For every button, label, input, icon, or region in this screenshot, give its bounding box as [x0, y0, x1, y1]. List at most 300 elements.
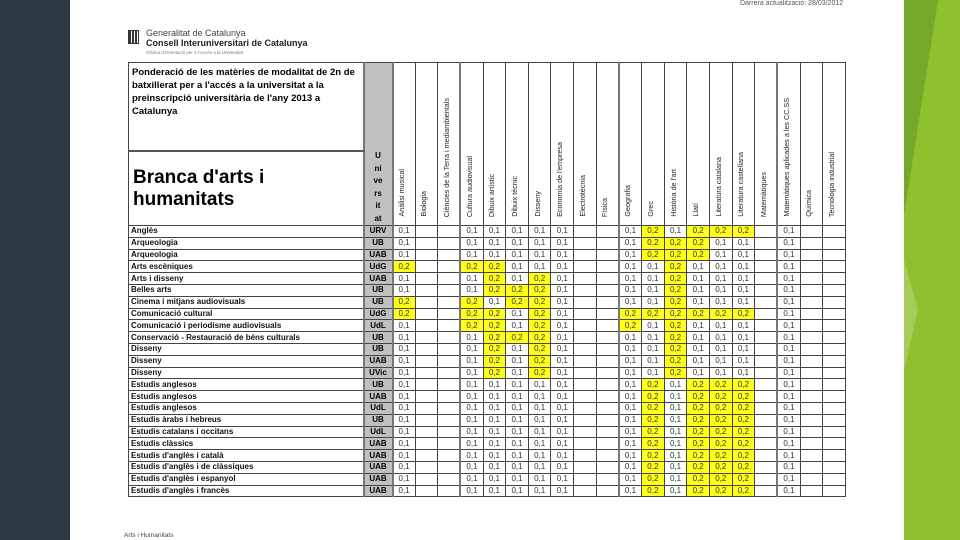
column-header-label: Economia de l'empresa	[555, 142, 565, 217]
weight-cell	[415, 402, 438, 414]
weight-cell	[596, 367, 619, 379]
university: UAB	[364, 355, 393, 367]
weight-cell: 0,1	[483, 461, 506, 473]
weight-cell: 0,1	[687, 355, 710, 367]
weight-cell: 0,1	[777, 261, 800, 273]
weight-cell: 0,2	[506, 296, 529, 308]
weight-cell: 0,1	[619, 343, 642, 355]
weight-cell: 0,2	[687, 438, 710, 450]
weight-cell	[574, 473, 597, 485]
weight-cell	[438, 402, 461, 414]
weight-cell: 0,1	[664, 402, 687, 414]
weight-cell: 0,1	[551, 226, 574, 238]
weight-cell: 0,1	[777, 367, 800, 379]
weight-cell: 0,1	[393, 284, 416, 296]
weight-cell	[800, 426, 823, 438]
weight-cell: 0,2	[664, 249, 687, 261]
weight-cell: 0,1	[460, 332, 483, 344]
weight-cell: 0,1	[619, 226, 642, 238]
column-header-label: Literatura castellana	[736, 152, 746, 217]
weight-cell: 0,2	[709, 485, 732, 497]
weight-cell: 0,1	[664, 391, 687, 403]
weight-cell: 0,2	[528, 320, 551, 332]
weight-cell	[596, 343, 619, 355]
weight-cell: 0,2	[687, 414, 710, 426]
right-decor-panel	[904, 0, 960, 540]
weight-cell: 0,1	[551, 473, 574, 485]
weight-cell: 0,1	[664, 461, 687, 473]
weight-cell: 0,2	[732, 450, 755, 462]
column-header-label: Llatí	[691, 203, 701, 217]
weight-cell	[800, 438, 823, 450]
university: UAB	[364, 249, 393, 261]
weight-cell: 0,1	[687, 296, 710, 308]
weight-cell: 0,1	[732, 343, 755, 355]
weight-cell	[415, 414, 438, 426]
weight-cell: 0,2	[732, 391, 755, 403]
weight-cell: 0,1	[528, 237, 551, 249]
table-row	[129, 414, 846, 426]
table-row	[129, 332, 846, 344]
weight-cell: 0,1	[777, 332, 800, 344]
weight-cell: 0,1	[483, 391, 506, 403]
weight-cell	[800, 379, 823, 391]
weight-cell: 0,1	[528, 402, 551, 414]
university: URV	[364, 226, 393, 238]
weight-cell	[438, 249, 461, 261]
weight-cell: 0,1	[393, 332, 416, 344]
column-header	[823, 63, 846, 226]
weight-cell: 0,2	[393, 261, 416, 273]
weight-cell: 0,2	[460, 261, 483, 273]
weight-cell	[415, 355, 438, 367]
weight-cell	[574, 343, 597, 355]
weight-cell: 0,1	[460, 402, 483, 414]
weight-cell	[823, 473, 846, 485]
weight-cell	[415, 485, 438, 497]
degree-name: Estudis d'anglès i espanyol	[129, 473, 364, 485]
weight-cell: 0,1	[460, 461, 483, 473]
weight-cell: 0,2	[642, 426, 665, 438]
table-row	[129, 450, 846, 462]
table-row	[129, 426, 846, 438]
weight-cell: 0,1	[506, 438, 529, 450]
university: UB	[364, 296, 393, 308]
degree-name: Cinema i mitjans audiovisuals	[129, 296, 364, 308]
weight-cell: 0,1	[483, 379, 506, 391]
table-row	[129, 379, 846, 391]
weight-cell	[574, 332, 597, 344]
weight-cell: 0,1	[732, 367, 755, 379]
weight-cell	[574, 320, 597, 332]
weight-cell: 0,2	[664, 284, 687, 296]
weight-cell: 0,1	[528, 485, 551, 497]
table-row	[129, 391, 846, 403]
weight-cell	[574, 261, 597, 273]
weight-cell	[823, 485, 846, 497]
weight-cell	[415, 320, 438, 332]
table-row	[129, 273, 846, 285]
weight-cell	[596, 379, 619, 391]
weight-cell: 0,1	[642, 332, 665, 344]
weight-cell: 0,1	[528, 426, 551, 438]
weight-cell: 0,1	[393, 414, 416, 426]
weight-cell: 0,2	[483, 367, 506, 379]
weight-cell: 0,1	[483, 426, 506, 438]
weight-cell	[415, 438, 438, 450]
weight-cell: 0,1	[483, 414, 506, 426]
weight-cell: 0,1	[687, 284, 710, 296]
weight-cell: 0,2	[642, 438, 665, 450]
weight-cell: 0,2	[528, 367, 551, 379]
weight-cell: 0,2	[732, 461, 755, 473]
weight-cell: 0,1	[709, 343, 732, 355]
weight-cell: 0,2	[664, 367, 687, 379]
weight-cell: 0,1	[551, 402, 574, 414]
weight-cell: 0,1	[506, 261, 529, 273]
weight-cell: 0,1	[393, 438, 416, 450]
weight-cell: 0,1	[551, 485, 574, 497]
weight-cell	[800, 237, 823, 249]
weight-cell	[823, 450, 846, 462]
weight-cell: 0,2	[642, 379, 665, 391]
weight-cell	[438, 308, 461, 320]
weight-cell: 0,1	[709, 320, 732, 332]
weight-cell: 0,1	[528, 450, 551, 462]
weight-cell: 0,2	[664, 273, 687, 285]
weight-cell	[415, 461, 438, 473]
weight-cell: 0,1	[619, 426, 642, 438]
weight-cell: 0,1	[732, 261, 755, 273]
weight-cell: 0,1	[460, 237, 483, 249]
weight-cell: 0,1	[642, 296, 665, 308]
weight-cell	[800, 355, 823, 367]
weight-cell	[438, 438, 461, 450]
column-header	[642, 63, 665, 226]
weight-cell	[574, 226, 597, 238]
weight-cell: 0,1	[551, 367, 574, 379]
weight-cell: 0,2	[664, 332, 687, 344]
table-row	[129, 237, 846, 249]
weight-cell: 0,1	[460, 273, 483, 285]
weight-cell	[823, 438, 846, 450]
weight-cell	[415, 249, 438, 261]
weight-cell: 0,2	[709, 402, 732, 414]
weight-cell	[574, 379, 597, 391]
weight-cell: 0,2	[619, 308, 642, 320]
weight-cell: 0,1	[506, 426, 529, 438]
column-header-label: Anàlisi musical	[397, 169, 407, 217]
weight-cell	[438, 332, 461, 344]
weight-cell: 0,1	[709, 261, 732, 273]
weight-cell: 0,1	[506, 249, 529, 261]
column-header-label: Literatura catalana	[713, 157, 723, 217]
weight-cell: 0,1	[460, 343, 483, 355]
university: UdL	[364, 320, 393, 332]
weight-cell: 0,1	[732, 296, 755, 308]
weight-cell	[596, 438, 619, 450]
weight-cell: 0,2	[687, 308, 710, 320]
table-row	[129, 473, 846, 485]
weight-cell: 0,1	[664, 426, 687, 438]
weight-cell: 0,2	[687, 461, 710, 473]
weight-cell: 0,1	[460, 355, 483, 367]
weight-cell: 0,1	[506, 237, 529, 249]
table-row	[129, 226, 846, 238]
weight-cell	[800, 249, 823, 261]
weight-cell: 0,1	[619, 367, 642, 379]
table-row	[129, 296, 846, 308]
weight-cell: 0,2	[709, 379, 732, 391]
weight-cell: 0,2	[642, 226, 665, 238]
degree-name: Estudis àrabs i hebreus	[129, 414, 364, 426]
weight-cell	[596, 284, 619, 296]
weight-cell: 0,1	[483, 473, 506, 485]
weight-cell: 0,1	[483, 450, 506, 462]
degree-name: Disseny	[129, 367, 364, 379]
weight-cell: 0,1	[551, 320, 574, 332]
weight-cell: 0,1	[551, 438, 574, 450]
weight-cell: 0,1	[460, 391, 483, 403]
weight-cell: 0,1	[642, 367, 665, 379]
weight-cell: 0,1	[687, 261, 710, 273]
weight-cell	[574, 391, 597, 403]
weight-cell: 0,2	[687, 485, 710, 497]
weight-cell: 0,1	[777, 343, 800, 355]
weight-cell: 0,2	[732, 473, 755, 485]
weight-cell: 0,2	[732, 308, 755, 320]
weight-cell	[823, 343, 846, 355]
weight-cell: 0,1	[528, 391, 551, 403]
weight-cell: 0,2	[528, 296, 551, 308]
weight-cell: 0,1	[777, 473, 800, 485]
column-header-label: Química	[804, 190, 814, 217]
weight-cell: 0,2	[642, 485, 665, 497]
weight-cell: 0,1	[393, 426, 416, 438]
weight-cell: 0,1	[777, 284, 800, 296]
weight-cell	[596, 391, 619, 403]
university: UAB	[364, 461, 393, 473]
weight-cell	[415, 226, 438, 238]
column-header	[415, 63, 438, 226]
weight-cell: 0,2	[732, 414, 755, 426]
weight-cell	[755, 438, 778, 450]
weight-cell	[823, 426, 846, 438]
weight-cell	[755, 296, 778, 308]
weight-cell: 0,1	[506, 461, 529, 473]
weight-cell	[800, 320, 823, 332]
weight-cell: 0,2	[506, 284, 529, 296]
weight-cell: 0,1	[460, 450, 483, 462]
weight-cell	[596, 414, 619, 426]
weight-cell: 0,1	[551, 461, 574, 473]
weight-cell: 0,2	[642, 249, 665, 261]
weight-cell: 0,2	[528, 343, 551, 355]
weight-cell: 0,1	[664, 438, 687, 450]
university: UdG	[364, 308, 393, 320]
weight-cell	[438, 391, 461, 403]
weight-cell: 0,1	[528, 473, 551, 485]
degree-name: Estudis anglesos	[129, 379, 364, 391]
weight-cell	[574, 438, 597, 450]
footer-label: Arts i Humanitats	[124, 532, 174, 539]
university: UdL	[364, 402, 393, 414]
weight-cell: 0,1	[777, 308, 800, 320]
weight-cell	[755, 473, 778, 485]
senyera-icon	[128, 30, 139, 44]
weight-cell: 0,2	[664, 296, 687, 308]
weight-cell: 0,1	[664, 485, 687, 497]
degree-name: Comunicació i periodisme audiovisuals	[129, 320, 364, 332]
degree-name: Estudis d'anglès i català	[129, 450, 364, 462]
branch-title: Branca d'arts i humanitats	[129, 151, 364, 226]
table-row	[129, 461, 846, 473]
column-header	[574, 63, 597, 226]
weight-cell: 0,1	[777, 249, 800, 261]
weight-cell	[755, 261, 778, 273]
table-row	[129, 402, 846, 414]
weight-cell	[596, 308, 619, 320]
weight-cell	[438, 237, 461, 249]
column-header-label: Cultura audiovisual	[464, 155, 474, 217]
weight-cell	[755, 379, 778, 391]
weight-cell	[438, 343, 461, 355]
weight-cell: 0,1	[393, 461, 416, 473]
weight-cell: 0,2	[732, 485, 755, 497]
weight-cell	[755, 402, 778, 414]
weight-cell	[574, 237, 597, 249]
weight-cell: 0,1	[777, 226, 800, 238]
weight-cell	[596, 332, 619, 344]
weight-cell	[823, 379, 846, 391]
degree-name: Anglès	[129, 226, 364, 238]
weight-cell: 0,2	[528, 284, 551, 296]
weight-cell: 0,1	[506, 485, 529, 497]
weight-cell: 0,1	[619, 473, 642, 485]
weight-cell: 0,1	[777, 450, 800, 462]
weight-cell: 0,1	[687, 367, 710, 379]
weight-cell: 0,1	[393, 226, 416, 238]
weight-cell: 0,2	[709, 391, 732, 403]
weight-cell: 0,1	[460, 473, 483, 485]
weight-cell	[823, 249, 846, 261]
weight-cell	[438, 485, 461, 497]
weight-cell: 0,1	[506, 473, 529, 485]
weight-cell	[415, 426, 438, 438]
weight-cell	[800, 273, 823, 285]
column-header	[664, 63, 687, 226]
column-header	[755, 63, 778, 226]
column-header-label: Tecnologia industrial	[826, 151, 836, 217]
weight-cell	[574, 485, 597, 497]
weight-cell: 0,2	[506, 332, 529, 344]
weight-cell: 0,1	[709, 332, 732, 344]
degree-name: Disseny	[129, 343, 364, 355]
weight-cell	[823, 391, 846, 403]
weight-cell: 0,2	[709, 450, 732, 462]
weight-cell: 0,1	[460, 414, 483, 426]
weight-cell	[755, 249, 778, 261]
column-header	[687, 63, 710, 226]
weight-cell	[823, 367, 846, 379]
weight-cell: 0,2	[393, 296, 416, 308]
weight-cell: 0,2	[642, 450, 665, 462]
weight-cell: 0,1	[528, 438, 551, 450]
weight-cell: 0,2	[687, 426, 710, 438]
weight-cell: 0,1	[777, 426, 800, 438]
weight-cell: 0,1	[777, 237, 800, 249]
weight-cell	[415, 391, 438, 403]
weight-cell	[574, 450, 597, 462]
weight-cell	[415, 296, 438, 308]
table-row	[129, 261, 846, 273]
weight-cell: 0,2	[528, 332, 551, 344]
weight-cell: 0,1	[619, 438, 642, 450]
weight-cell	[823, 332, 846, 344]
weight-cell	[415, 273, 438, 285]
weight-cell: 0,2	[528, 355, 551, 367]
weight-cell: 0,1	[393, 450, 416, 462]
weight-cell: 0,2	[642, 461, 665, 473]
weight-cell	[415, 473, 438, 485]
weight-cell: 0,2	[709, 308, 732, 320]
column-header-label: Biologia	[419, 191, 429, 217]
weight-cell: 0,1	[551, 355, 574, 367]
weight-cell: 0,2	[687, 226, 710, 238]
weight-cell: 0,1	[551, 249, 574, 261]
weight-cell	[800, 343, 823, 355]
column-header	[438, 63, 461, 226]
weight-cell	[755, 237, 778, 249]
weight-cell	[800, 461, 823, 473]
weight-cell: 0,2	[642, 402, 665, 414]
weight-cell: 0,2	[709, 426, 732, 438]
weight-cell: 0,1	[777, 485, 800, 497]
weight-cell	[574, 308, 597, 320]
weight-cell: 0,1	[777, 320, 800, 332]
weight-cell	[438, 414, 461, 426]
weight-cell	[823, 355, 846, 367]
weight-cell: 0,1	[619, 332, 642, 344]
weight-cell: 0,1	[664, 473, 687, 485]
weight-cell: 0,1	[483, 237, 506, 249]
column-header-label: Matemàtiques	[758, 171, 768, 217]
weight-cell	[800, 261, 823, 273]
weight-cell	[800, 284, 823, 296]
weight-cell: 0,1	[664, 379, 687, 391]
weight-cell: 0,2	[483, 355, 506, 367]
weight-cell: 0,2	[460, 320, 483, 332]
weight-cell	[755, 226, 778, 238]
weight-cell: 0,1	[528, 379, 551, 391]
weight-cell: 0,1	[528, 249, 551, 261]
weight-cell	[596, 355, 619, 367]
weight-cell	[823, 226, 846, 238]
weight-cell: 0,2	[664, 237, 687, 249]
weight-cell: 0,1	[709, 284, 732, 296]
weight-cell: 0,1	[777, 414, 800, 426]
column-header	[393, 63, 416, 226]
weight-cell: 0,1	[393, 473, 416, 485]
table-row	[129, 249, 846, 261]
weight-cell	[415, 284, 438, 296]
weight-cell: 0,2	[664, 355, 687, 367]
logo-line-1: Generalitat de Catalunya	[146, 28, 246, 38]
weight-cell	[823, 237, 846, 249]
weight-cell: 0,2	[642, 391, 665, 403]
weight-cell	[574, 367, 597, 379]
weight-cell	[755, 343, 778, 355]
